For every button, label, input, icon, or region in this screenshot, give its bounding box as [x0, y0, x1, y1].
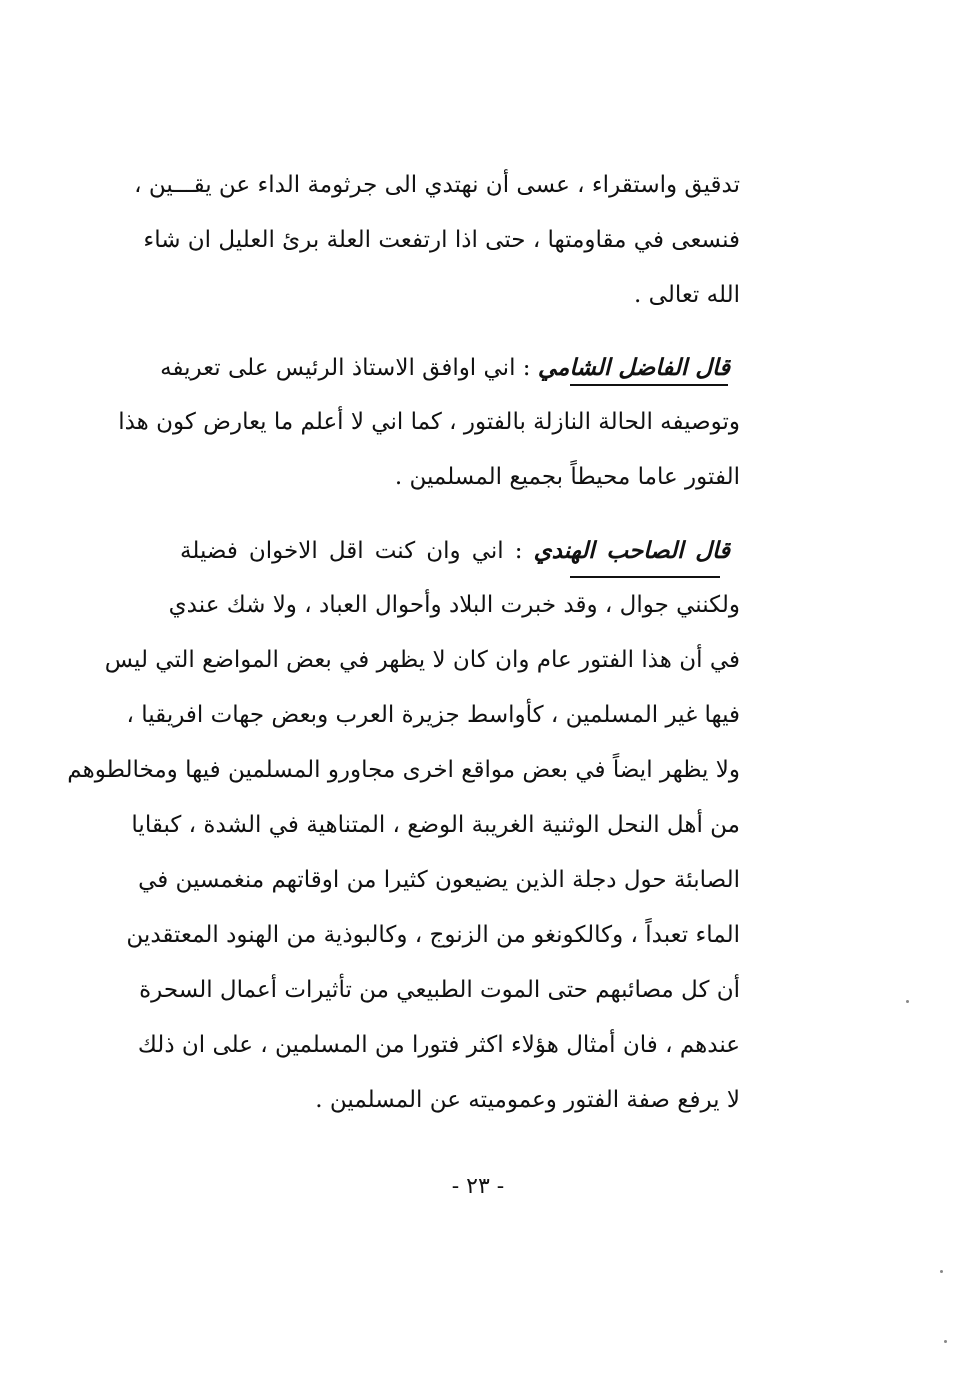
paragraph-2	[118, 340, 740, 505]
speaker-name: قال الصاحب الهندي	[533, 537, 730, 564]
page-number: - ٢٣ -	[451, 1174, 505, 1199]
text-line: وتوصيفه الحالة النازلة بالفتور ، كما اني لا أعلم ما يعارض كون هذا	[118, 409, 740, 435]
text-line: ولا يظهر ايضاً في بعض مواقع اخرى مجاورو المسلمين فيها ومخالطوهم	[67, 757, 740, 783]
text-line: في أن هذا الفتور عام وان كان لا يظهر في بعض المواضع التي ليس	[104, 647, 740, 673]
text-line: فيها غير المسلمين ، كأواسط جزيرة العرب وبعض جهات افريقيا ،	[126, 702, 740, 728]
text-line-rest: : اني وان كنت اقل الاخوان فضيلة	[180, 538, 523, 564]
scan-speck	[906, 1000, 909, 1003]
speaker-name: قال الفاضل الشامي	[537, 354, 730, 381]
text-line: لا يرفع صفة الفتور وعموميته عن المسلمين .	[315, 1087, 740, 1113]
text-line-rest: : اني اوافق الاستاذ الرئيس على تعريفه	[160, 355, 531, 381]
scan-speck	[940, 1270, 943, 1273]
text-line: الصابئة حول دجلة الذين يضيعون كثيرا من اوقاتهم منغمسين في	[138, 867, 740, 893]
text-line: الماء تعبداً ، وكالكونغو من الزنوج ، وكالبوذية من الهنود المعتقدين	[126, 922, 740, 948]
paragraph-3	[67, 523, 740, 1128]
text-line: عندهم ، فان أمثال هؤلاء اكثر فتورا من المسلمين ، على ان ذلك	[137, 1032, 740, 1058]
text-line	[180, 523, 740, 578]
text-line: ولكنني جوال ، وقد خبرت البلاد وأحوال العباد ، ولا شك عندي	[168, 592, 740, 618]
speaker-underline	[570, 384, 728, 386]
text-line: فنسعى في مقاومتها ، حتى اذا ارتفعت العلة برئ العليل ان شاء	[143, 227, 740, 253]
paragraph-1	[134, 158, 740, 323]
speaker-underline	[570, 576, 720, 578]
text-line: الله تعالى .	[634, 282, 740, 308]
text-line: الفتور عاما محيطاً بجميع المسلمين .	[394, 464, 740, 490]
text-line: من أهل النحل الوثنية الغريبة الوضع ، المتناهية في الشدة ، كبقايا	[131, 812, 740, 838]
text-line: تدقيق واستقراء ، عسى أن نهتدي الى جرثومة الداء عن يقـــين ،	[134, 172, 740, 198]
text-line: أن كل مصائبهم حتى الموت الطبيعي من تأثيرات أعمال السحرة	[139, 977, 740, 1003]
text-line	[160, 340, 740, 395]
scan-speck	[944, 1340, 947, 1343]
